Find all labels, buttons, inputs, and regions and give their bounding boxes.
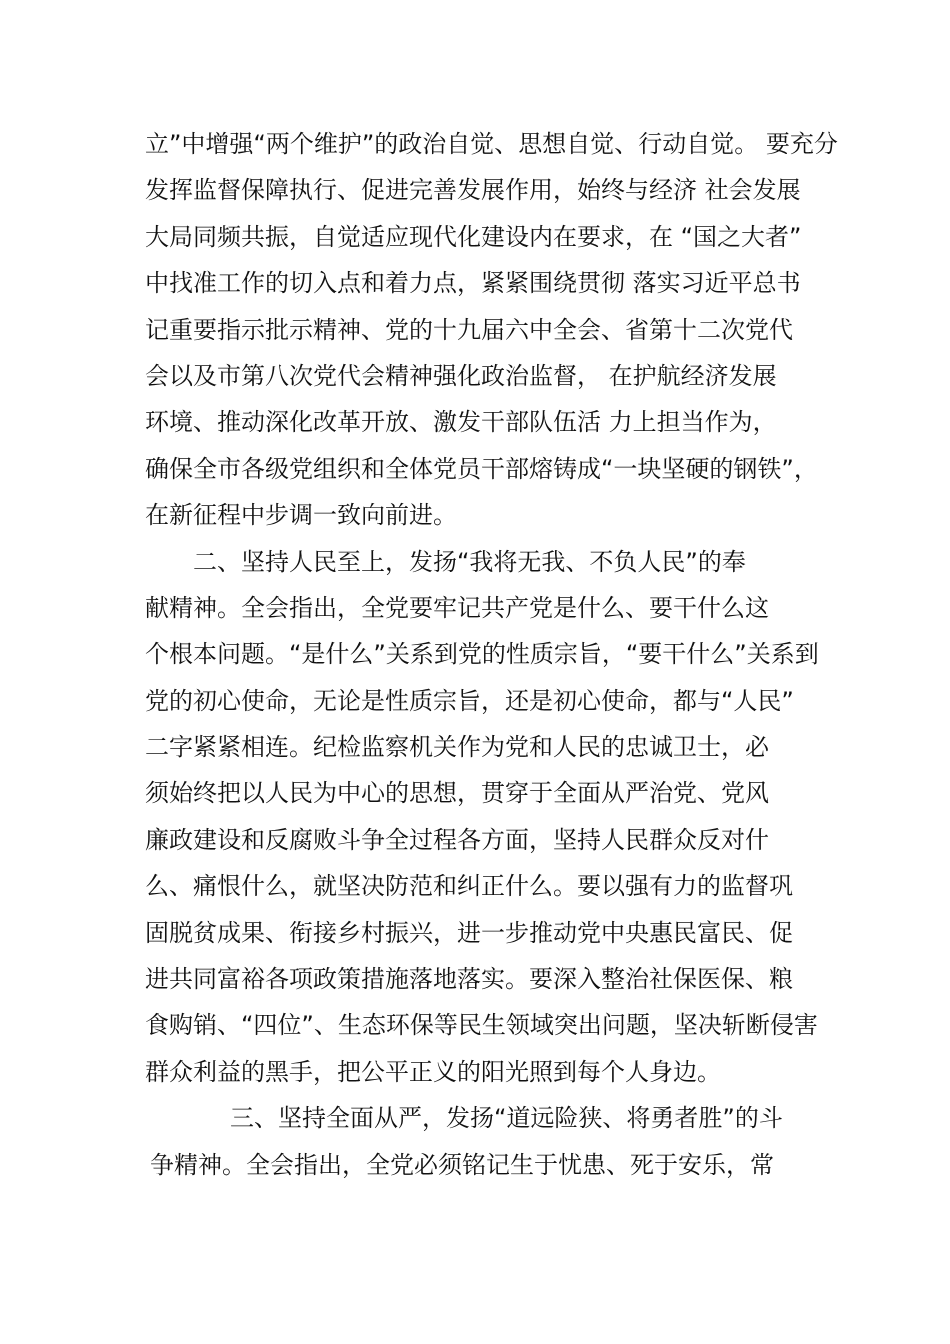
text-line: 记重要指示批示精神、党的十九届六中全会、省第十二次党代 <box>145 315 793 344</box>
text-line: 二字紧紧相连。纪检监察机关作为党和人民的忠诚卫士，必 <box>145 733 769 762</box>
text-line: 争精神。全会指出，全党必须铭记生于忧患、死于安乐，常 <box>150 1150 774 1179</box>
text-line: 献精神。全会指出，全党要牢记共产党是什么、要干什么这 <box>145 593 769 622</box>
text-line: 环境、推动深化改革开放、激发干部队伍活 力上担当作为， <box>145 408 777 437</box>
document-body <box>0 121 950 1188</box>
text-line: 固脱贫成果、衔接乡村振兴，进一步推动党中央惠民富民、促 <box>145 918 793 947</box>
text-line: 须始终把以人民为中心的思想，贯穿于全面从严治党、党风 <box>145 779 769 808</box>
text-line: 会以及市第八次党代会精神强化政治监督， 在护航经济发展 <box>145 361 777 390</box>
text-line: 么、痛恨什么，就坚决防范和纠正什么。要以强有力的监督巩 <box>145 872 793 901</box>
text-line: 进共同富裕各项政策措施落地落实。要深入整治社保医保、粮 <box>145 965 793 994</box>
text-line: 群众利益的黑手，把公平正义的阳光照到每个人身边。 <box>145 1057 721 1086</box>
text-line: 发挥监督保障执行、促进完善发展作用，始终与经济 社会发展 <box>145 176 801 205</box>
text-line: 中找准工作的切入点和着力点，紧紧围绕贯彻 落实习近平总书 <box>145 269 801 298</box>
text-line: 大局同频共振，自觉适应现代化建设内在要求，在 “国之大者” <box>145 222 802 251</box>
text-line: 确保全市各级党组织和全体党员干部熔铸成“一块坚硬的钢铁”， <box>145 454 818 483</box>
text-line: 党的初心使命，无论是性质宗旨，还是初心使命，都与“人民” <box>145 686 794 715</box>
section-heading-line: 三、坚持全面从严，发扬“道远险狭、将勇者胜”的斗 <box>230 1104 783 1133</box>
text-line: 在新征程中步调一致向前进。 <box>145 501 457 530</box>
text-line: 立”中增强“两个维护”的政治自觉、思想自觉、行动自觉。 要充分 <box>145 130 838 158</box>
text-line: 廉政建设和反腐败斗争全过程各方面，坚持人民群众反对什 <box>145 825 769 854</box>
text-line: 个根本问题。“是什么”关系到党的性质宗旨，“要干什么”关系到 <box>145 640 819 669</box>
section-heading-line: 二、坚持人民至上，发扬“我将无我、不负人民”的奉 <box>193 547 746 576</box>
text-line: 食购销、“四位”、生态环保等民生领域突出问题，坚决斩断侵害 <box>145 1011 818 1040</box>
